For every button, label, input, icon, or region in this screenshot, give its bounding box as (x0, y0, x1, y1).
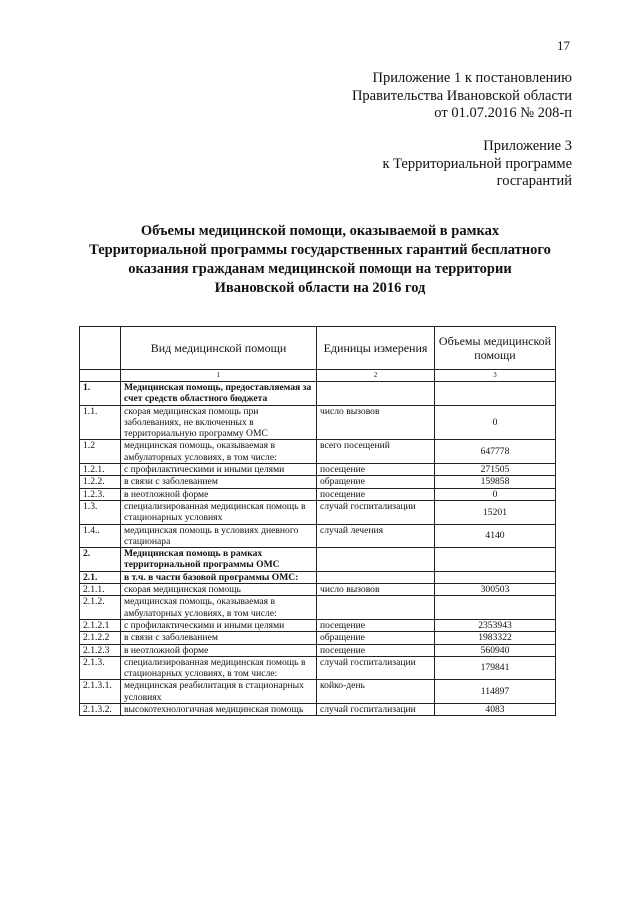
row-unit-cell: обращение (317, 632, 435, 644)
colnum-num (80, 370, 121, 382)
row-volume-cell: 647778 (435, 440, 556, 464)
row-kind-cell: медицинская реабилитация в стационарных условиях (121, 680, 317, 704)
row-number-cell: 2.1.1. (80, 584, 121, 596)
title-line-4: Ивановской области на 2016 год (214, 280, 426, 296)
row-number-cell: 2.1.3. (80, 656, 121, 680)
row-volume-cell: 300503 (435, 584, 556, 596)
row-number-cell: 1.1. (80, 405, 121, 440)
row-number-cell: 1.2 (80, 440, 121, 464)
table-row (80, 644, 556, 656)
column-number-row (80, 370, 556, 382)
table-row (80, 656, 556, 680)
appendix-3-line-3: госгарантий (496, 173, 572, 189)
colnum-volume: 3 (435, 370, 556, 382)
table-row (80, 500, 556, 524)
row-kind-cell: специализированная медицинская помощь в стационарных условиях, в том числе: (121, 656, 317, 680)
appendix-3-line-1: Приложение 3 (483, 138, 572, 154)
row-kind-cell: в т.ч. в части базовой программы ОМС: (121, 571, 317, 583)
row-kind-cell: медицинская помощь, оказываемая в амбулаторных условиях, в том числе: (121, 440, 317, 464)
row-number-cell: 2.1.3.2. (80, 704, 121, 716)
colnum-kind: 1 (121, 370, 317, 382)
appendix-3-line-2: к Территориальной программе (382, 155, 572, 172)
row-unit-cell: случай госпитализации (317, 704, 435, 716)
row-volume-cell: 560940 (435, 644, 556, 656)
row-unit-cell: посещение (317, 488, 435, 500)
row-number-cell: 1.4.. (80, 524, 121, 548)
row-kind-cell: Медицинская помощь в рамках территориальной программы ОМС (121, 548, 317, 572)
appendix-1-line-3: от 01.07.2016 № 208-п (434, 105, 572, 121)
row-unit-cell: посещение (317, 619, 435, 631)
table-row (80, 619, 556, 631)
row-unit-cell (317, 571, 435, 583)
row-volume-cell: 159858 (435, 476, 556, 488)
title-line-3: оказания гражданам медицинской помощи на территории (128, 261, 512, 277)
row-number-cell: 2.1.2. (80, 596, 121, 620)
appendix-3-block (382, 138, 572, 191)
row-unit-cell: койко-день (317, 680, 435, 704)
row-number-cell: 1. (80, 382, 121, 406)
row-unit-cell (317, 596, 435, 620)
row-kind-cell: скорая медицинская помощь при заболеваниях, не включенных в территориальную программу ОМС (121, 405, 317, 440)
header-unit: Единицы измерения (317, 327, 435, 370)
document-title (70, 222, 570, 298)
row-volume-cell (435, 382, 556, 406)
row-unit-cell: случай лечения (317, 524, 435, 548)
row-volume-cell: 114897 (435, 680, 556, 704)
row-number-cell: 1.3. (80, 500, 121, 524)
header-volume: Объемы медицинской помощи (435, 327, 556, 370)
title-line-2: Территориальной программы государственных гарантий бесплатного (89, 242, 551, 258)
table-row (80, 382, 556, 406)
title-line-1: Объемы медицинской помощи, оказываемой в рамках (140, 223, 500, 239)
row-volume-cell: 0 (435, 405, 556, 440)
row-volume-cell (435, 571, 556, 583)
table-row (80, 464, 556, 476)
row-unit-cell: обращение (317, 476, 435, 488)
row-number-cell: 1.2.1. (80, 464, 121, 476)
table-row (80, 680, 556, 704)
row-unit-cell: всего посещений (317, 440, 435, 464)
table-row (80, 571, 556, 583)
row-number-cell: 2.1.2.2 (80, 632, 121, 644)
row-kind-cell: высокотехнологичная медицинская помощь (121, 704, 317, 716)
table-row (80, 704, 556, 716)
table-row (80, 440, 556, 464)
table-row (80, 405, 556, 440)
row-volume-cell: 4083 (435, 704, 556, 716)
row-unit-cell: число вызовов (317, 405, 435, 440)
row-kind-cell: медицинская помощь, оказываемая в амбулаторных условиях, в том числе: (121, 596, 317, 620)
appendix-1-line-1: Приложение 1 к постановлению (372, 70, 572, 86)
table-row (80, 596, 556, 620)
row-volume-cell: 271505 (435, 464, 556, 476)
header-kind: Вид медицинской помощи (121, 327, 317, 370)
row-unit-cell: посещение (317, 644, 435, 656)
table-row (80, 548, 556, 572)
row-number-cell: 2.1.2.1 (80, 619, 121, 631)
row-volume-cell: 0 (435, 488, 556, 500)
row-volume-cell: 2353943 (435, 619, 556, 631)
colnum-unit: 2 (317, 370, 435, 382)
table-row (80, 584, 556, 596)
volumes-table (79, 326, 556, 716)
row-volume-cell: 4140 (435, 524, 556, 548)
row-volume-cell: 179841 (435, 656, 556, 680)
row-volume-cell (435, 548, 556, 572)
row-unit-cell: случай госпитализации (317, 500, 435, 524)
row-volume-cell (435, 596, 556, 620)
row-kind-cell: Медицинская помощь, предоставляемая за счет средств областного бюджета (121, 382, 317, 406)
row-kind-cell: в неотложной форме (121, 488, 317, 500)
row-volume-cell: 15201 (435, 500, 556, 524)
table-row (80, 632, 556, 644)
row-number-cell: 2.1. (80, 571, 121, 583)
row-kind-cell: специализированная медицинская помощь в стационарных условиях (121, 500, 317, 524)
row-number-cell: 2.1.2.3 (80, 644, 121, 656)
table-row (80, 524, 556, 548)
row-kind-cell: с профилактическими и иными целями (121, 464, 317, 476)
table-body (80, 382, 556, 716)
row-number-cell: 1.2.3. (80, 488, 121, 500)
header-num (80, 327, 121, 370)
table-row (80, 476, 556, 488)
row-kind-cell: в неотложной форме (121, 644, 317, 656)
table-header-row (80, 327, 556, 370)
row-volume-cell: 1983322 (435, 632, 556, 644)
row-number-cell: 1.2.2. (80, 476, 121, 488)
table-row (80, 488, 556, 500)
row-number-cell: 2. (80, 548, 121, 572)
row-kind-cell: в связи с заболеванием (121, 476, 317, 488)
row-unit-cell: посещение (317, 464, 435, 476)
appendix-1-block (352, 70, 572, 123)
row-unit-cell: случай госпитализации (317, 656, 435, 680)
row-kind-cell: в связи с заболеванием (121, 632, 317, 644)
row-kind-cell: медицинская помощь в условиях дневного стационара (121, 524, 317, 548)
page-number: 17 (557, 38, 570, 53)
row-number-cell: 2.1.3.1. (80, 680, 121, 704)
appendix-1-line-2: Правительства Ивановской области (351, 87, 572, 104)
row-kind-cell: скорая медицинская помощь (121, 584, 317, 596)
row-kind-cell: с профилактическими и иными целями (121, 619, 317, 631)
row-unit-cell (317, 382, 435, 406)
row-unit-cell (317, 548, 435, 572)
row-unit-cell: число вызовов (317, 584, 435, 596)
